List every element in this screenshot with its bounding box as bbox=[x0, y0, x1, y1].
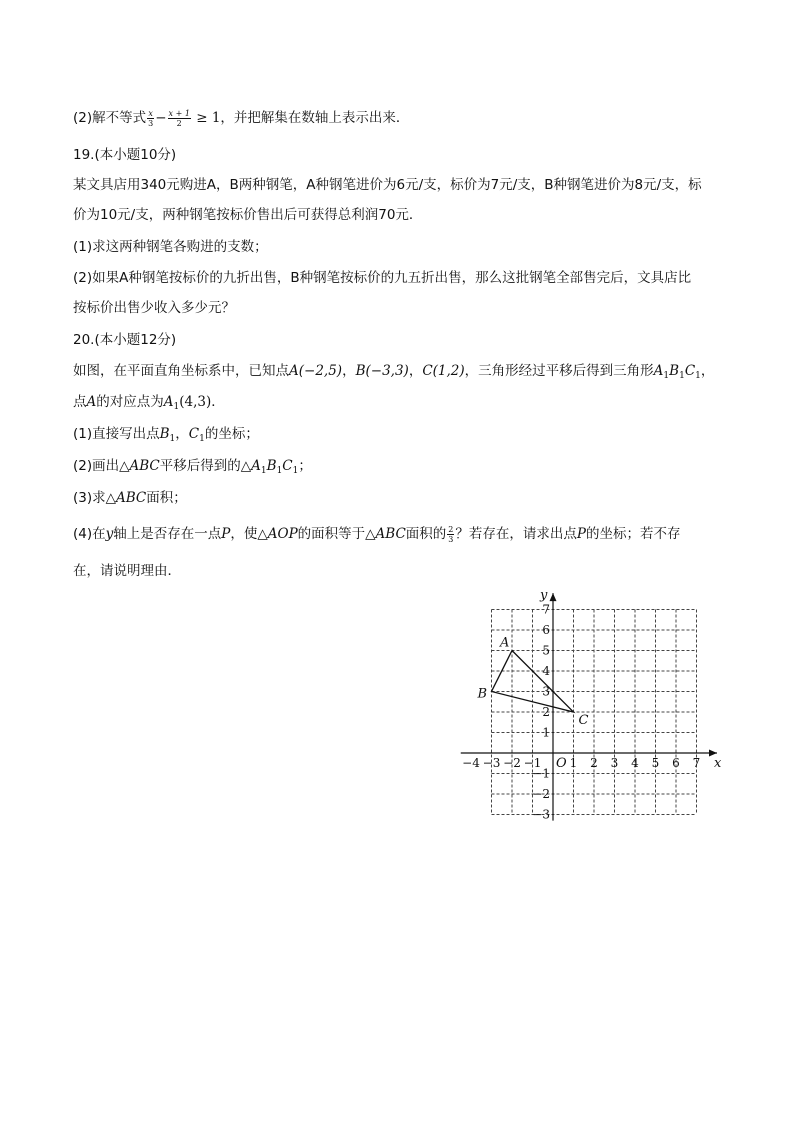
q18-part2: (2)解不等式 $\frac{x}{3}$ − $\frac{x + 1}{2}$ ≥ 1，并把解集在数轴上表示出来． bbox=[73, 108, 410, 128]
coordinate-grid-figure bbox=[440, 580, 730, 830]
origin-label: O bbox=[556, 756, 567, 771]
x-tick-label: 4 bbox=[631, 756, 639, 770]
q20-header: 20.(本小题12分) bbox=[73, 332, 177, 348]
x-axis-label: x bbox=[714, 756, 722, 771]
y-tick-label: −1 bbox=[532, 766, 550, 781]
q19-part1: (1)求这两种钢笔各购进的支数； bbox=[73, 239, 268, 255]
point-label-c: C bbox=[578, 713, 589, 728]
x-tick-label: −3 bbox=[482, 756, 501, 770]
x-tick-label: −2 bbox=[503, 756, 521, 770]
y-tick-label: 4 bbox=[542, 664, 550, 678]
q19-stem-line1: 某文具店用340元购进A，B两种钢笔，A种钢笔进价为6元/支，标价为7元/支，B种钢笔进价为8元/支，标 bbox=[73, 177, 702, 193]
fraction-x-over-3: $\frac{x}{3}$ bbox=[148, 108, 154, 128]
y-tick-label: 2 bbox=[542, 705, 550, 719]
x-tick-label: −1 bbox=[523, 756, 542, 770]
point-label-b: B bbox=[477, 686, 488, 702]
x-tick-label: 2 bbox=[590, 756, 598, 770]
q19-part2-line1: (2)如果A种钢笔按标价的九折出售，B种钢笔按标价的九五折出售，那么这批钢笔全部售完后，文具店比 bbox=[73, 270, 692, 286]
q19-part2-line2: 按标价出售少收入多少元？ bbox=[73, 300, 235, 316]
q19-stem-line2: 价为10元/支，两种钢笔按标价售出后可获得总利润70元． bbox=[73, 207, 423, 223]
fraction-x-plus-1-over-2: $\frac{x + 1}{2}$ bbox=[168, 108, 190, 128]
q19-header: 19.(本小题10分) bbox=[73, 147, 177, 163]
y-axis-label: y bbox=[540, 588, 548, 604]
q20-part1: (1)直接写出点$B_1$，$C_1$的坐标； bbox=[73, 426, 259, 444]
x-tick-label: 6 bbox=[672, 756, 680, 770]
y-tick-label: 3 bbox=[542, 684, 550, 699]
q20-part4-line1: (4)在y轴上是否存在一点P，使△AOP的面积等于△ABC面积的 $\frac{2}{3}$ ？若存在，请求出点P的坐标；若不存 bbox=[73, 524, 681, 544]
q20-part4-line2: 在，请说明理由． bbox=[73, 563, 181, 579]
x-tick-label: 3 bbox=[610, 756, 619, 770]
y-tick-label: −3 bbox=[532, 807, 550, 822]
point-label-a: A bbox=[500, 635, 510, 651]
y-tick-label: −2 bbox=[532, 787, 550, 801]
y-tick-label: 6 bbox=[542, 623, 550, 637]
y-axis-arrow bbox=[550, 593, 557, 601]
x-tick-label: 1 bbox=[569, 756, 578, 770]
y-tick-label: 1 bbox=[542, 725, 550, 740]
q20-part2: (2)画出△ABC平移后得到的$\triangle A_1B_1C_1$； bbox=[73, 458, 312, 476]
q20-stem-line1: 如图，在平面直角坐标系中，已知点A(−2,5)，B(−3,3)，C(1,2)，三角形经过平移后得到三角形$A_1B_1C_1$， bbox=[73, 363, 715, 381]
q20-stem-line2: 点A的对应点为$A_1(4,3)$． bbox=[73, 394, 225, 412]
q18-part2-prefix: (2)解不等式 bbox=[73, 110, 147, 126]
fraction-2-over-3: $\frac{2}{3}$ bbox=[448, 524, 454, 544]
x-tick-label: 5 bbox=[651, 756, 660, 770]
x-tick-label: −4 bbox=[462, 756, 480, 770]
inequality-relation: ≥ 1 bbox=[196, 110, 221, 126]
x-tick-label: 7 bbox=[692, 756, 701, 770]
y-tick-label: 5 bbox=[542, 643, 550, 658]
q20-part3: (3)求△ABC面积； bbox=[73, 490, 187, 506]
y-tick-label: 7 bbox=[542, 602, 550, 617]
